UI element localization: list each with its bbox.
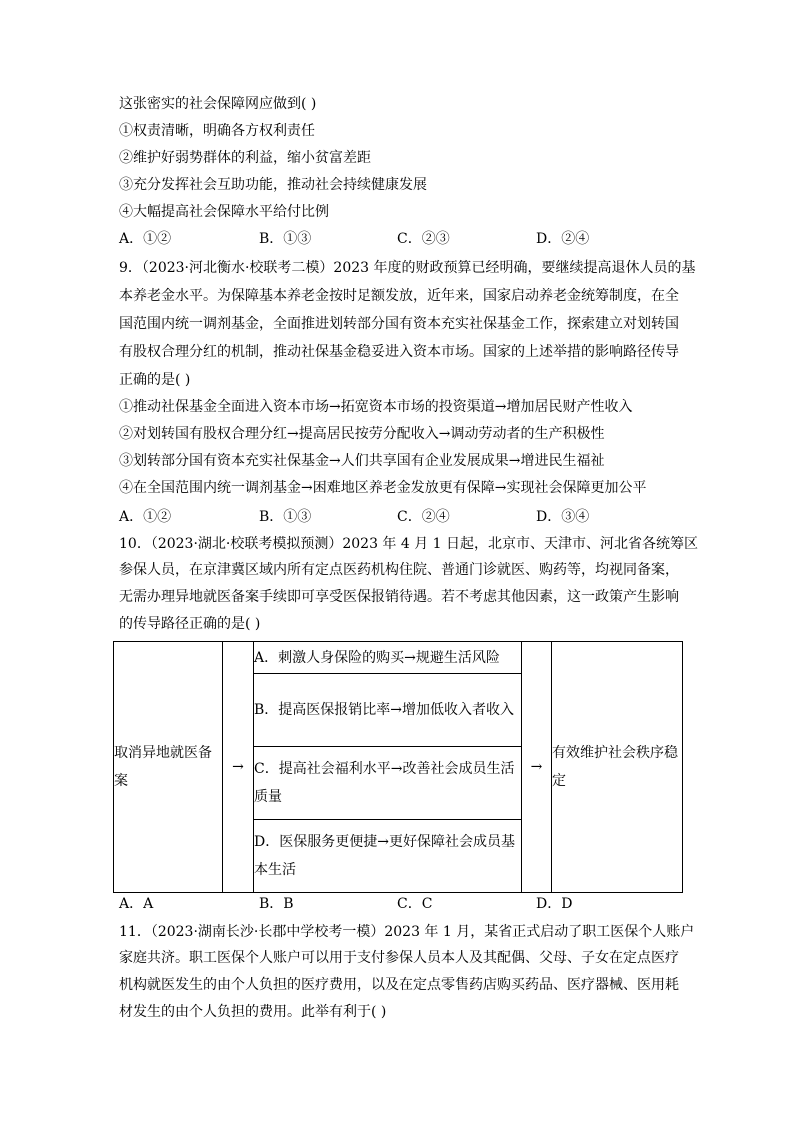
- q10-stem-line-4: 的传导路径正确的是( ): [119, 616, 261, 632]
- q9-stem-line-1: 9．（2023·河北衡水·校联考二模）2023 年度的财政预算已经明确，要继续提高退休人员的基: [119, 260, 696, 276]
- q8-statement-3: ③充分发挥社会互助功能，推动社会持续健康发展: [119, 177, 427, 193]
- q8-statement-4: ④大幅提高社会保障水平给付比例: [119, 204, 329, 220]
- q10-option-d: D．D: [536, 896, 573, 912]
- q9-statement-1: ①推动社保基金全面进入资本市场→拓宽资本市场的投资渠道→增加居民财产性收入: [119, 399, 633, 415]
- q11-stem-line-3: 机构就医发生的由个人负担的医疗费用，以及在定点零售药店购买药品、医疗器械、医用耗: [119, 977, 679, 993]
- q10-stem-line-2: 参保人员，在京津冀区域内所有定点医药机构住院、普通门诊就医、购药等，均视同备案，: [119, 562, 679, 578]
- flow-arrow-right: →: [522, 642, 552, 893]
- q11-stem-line-1: 11．（2023·湖南长沙·长郡中学校考一模）2023 年 1 月，某省正式启动了职工医保个人账户: [119, 924, 695, 940]
- q9-statement-4: ④在全国范围内统一调剂基金→困难地区养老金发放更有保障→实现社会保障更加公平: [119, 480, 647, 496]
- flow-choice-b: B．提高医保报销比率→增加低收入者收入: [254, 674, 522, 747]
- q10-option-c: C．C: [397, 896, 433, 912]
- q9-option-c: C．②④: [397, 509, 450, 525]
- q9-option-b: B．①③: [259, 509, 312, 525]
- q10-stem-line-1: 10．（2023·湖北·校联考模拟预测）2023 年 4 月 1 日起，北京市、天津市、河北省各统筹区: [119, 536, 699, 552]
- q9-stem-line-2: 本养老金水平。为保障基本养老金按时足额发放，近年来，国家启动养老金统筹制度，在全: [119, 288, 679, 304]
- flow-choice-c: C．提高社会福利水平→改善社会成员生活质量: [254, 747, 522, 820]
- q9-stem-line-3: 国范围内统一调剂基金，全面推进划转部分国有资本充实社保基金工作，探索建立对划转国: [119, 316, 679, 332]
- flow-cause-cell: 取消异地就医备案: [114, 642, 223, 893]
- flow-arrow-left: →: [223, 642, 254, 893]
- q9-statement-3: ③划转部分国有资本充实社保基金→人们共享国有企业发展成果→增进民生福祉: [119, 453, 605, 469]
- q8-statement-2: ②维护好弱势群体的利益，缩小贫富差距: [119, 150, 371, 166]
- q9-stem-line-4: 有股权合理分红的机制，推动社保基金稳妥进入资本市场。国家的上述举措的影响路径传导: [119, 344, 679, 360]
- q8-option-b: B．①③: [259, 231, 312, 247]
- flow-choice-d: D．医保服务更便捷→更好保障社会成员基本生活: [254, 820, 522, 893]
- q8-option-d: D．②④: [536, 231, 590, 247]
- q9-statement-2: ②对划转国有股权合理分红→提高居民按劳分配收入→调动劳动者的生产积极性: [119, 426, 605, 442]
- q9-option-d: D．③④: [536, 509, 590, 525]
- flow-choice-a: A．刺激人身保险的购买→规避生活风险: [254, 642, 522, 674]
- flow-effect-cell: 有效维护社会秩序稳定: [552, 642, 683, 893]
- q9-option-a: A．①②: [119, 509, 172, 525]
- q10-stem-line-3: 无需办理异地就医备案手续即可享受医保报销待遇。若不考虑其他因素，这一政策产生影响: [119, 589, 679, 605]
- q8-stem-tail: 这张密实的社会保障网应做到( ): [119, 96, 317, 112]
- q11-stem-line-4: 材发生的由个人负担的费用。此举有利于( ): [119, 1004, 387, 1020]
- q8-option-c: C．②③: [397, 231, 450, 247]
- q9-stem-line-5: 正确的是( ): [119, 372, 191, 388]
- q10-option-b: B．B: [259, 896, 294, 912]
- q10-option-a: A．A: [119, 896, 154, 912]
- q8-statement-1: ①权责清晰，明确各方权利责任: [119, 123, 315, 139]
- q11-stem-line-2: 家庭共济。职工医保个人账户可以用于支付参保人员本人及其配偶、父母、子女在定点医疗: [119, 950, 679, 966]
- q8-option-a: A．①②: [119, 231, 172, 247]
- q10-flow-table: [113, 641, 683, 893]
